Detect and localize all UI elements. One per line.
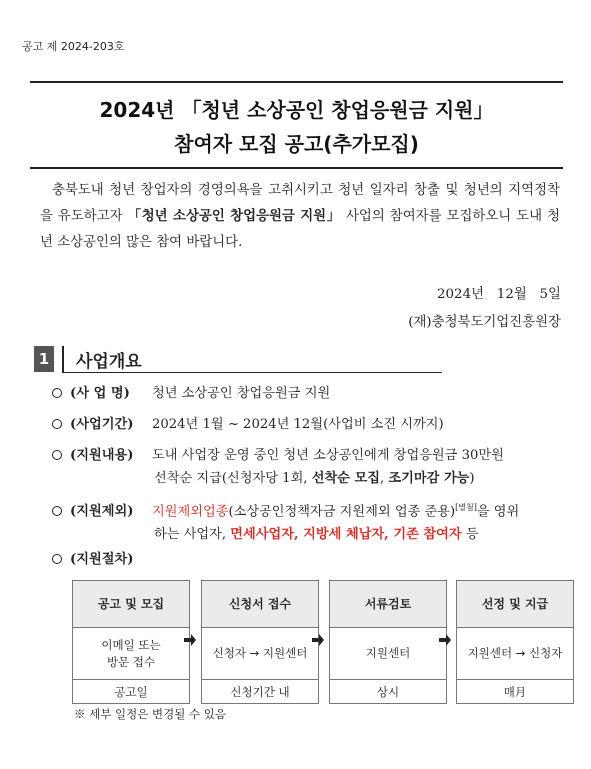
flow-step-header: 공고 및 모집: [73, 581, 189, 628]
title-bottom-rule: [30, 167, 563, 169]
item-value: 2024년 1월 ~ 2024년 12월(사업비 소진 시까지): [152, 417, 444, 432]
intro-text-end: 사업의 참여자를 모집하오니 도내 청년 소상공인의 많은 참여 바랍니다.: [40, 209, 560, 250]
item-value: ): [469, 471, 475, 486]
item-value: ,: [380, 471, 389, 486]
item-value: (소상공인정책자금 지원제외 업종 준용): [228, 504, 456, 520]
flow-step-header: 선정 및 지급: [457, 581, 573, 628]
list-item-exclusion: [52, 496, 572, 546]
issuer: (재)충청북도기업진흥원장: [408, 315, 561, 330]
schedule-note: ※ 세부 일정은 변경될 수 있음: [74, 707, 226, 721]
circle-bullet-icon: [52, 419, 62, 429]
page-title-line2: 참여자 모집 공고(추가모집): [174, 132, 419, 156]
circle-bullet-icon: [52, 554, 62, 564]
flow-step-timing: 공고일: [114, 685, 148, 699]
circle-bullet-icon: [52, 388, 62, 398]
flow-step-header: 신청서 접수: [202, 581, 318, 628]
flow-step-header: 서류검토: [330, 581, 446, 628]
excluded-industries-emphasis: 지원제외업종: [152, 504, 229, 520]
item-value: 도내 사업장 운영 중인 청년 소상공인에게 창업응원금 30만원: [152, 448, 504, 463]
notice-date: 2024년 12월 5일: [437, 287, 561, 302]
item-label: (사업기간): [70, 417, 134, 432]
flow-step-timing: 상시: [376, 685, 400, 699]
flow-step-body: [330, 628, 446, 680]
right-arrow-icon: [183, 633, 197, 647]
page-title-line1: 2024년 「청년 소상공인 창업응원금 지원」: [99, 98, 494, 122]
flow-step-text: 지원센터: [365, 646, 411, 660]
item-value: 등: [461, 527, 479, 543]
flow-step-announcement: [72, 580, 190, 704]
intro-paragraph: [40, 178, 560, 256]
item-value: 청년 소상공인 창업응원금 지원: [152, 386, 331, 401]
list-item-period: [52, 413, 572, 436]
item-label: (지원제외): [70, 504, 134, 520]
flow-step-body: [457, 628, 573, 680]
section-title: 사업개요: [76, 352, 142, 372]
item-label: (사 업 명): [70, 386, 130, 401]
flow-step-text: 이메일 또는: [101, 637, 161, 652]
circle-bullet-icon: [52, 450, 62, 460]
section-number-badge: 1: [34, 346, 54, 372]
attachment-reference: [별첨]: [455, 503, 477, 512]
item-value: 선착순 지급(신청자당 1회,: [154, 471, 312, 486]
item-label: (지원내용): [70, 448, 134, 463]
flow-step-timing: 신청기간 내: [230, 685, 290, 699]
flow-step-selection: [456, 580, 574, 704]
right-arrow-icon: [311, 633, 325, 647]
flow-step-text: 지원센터 → 신청자: [467, 646, 563, 660]
flow-step-text: 방문 접수: [106, 654, 156, 669]
intro-text: 충북도내 청년 창업자의 경영의욕을 고취시키고 청년 일자리 창출 및 청년의 지역정착을 유도하고자: [40, 183, 560, 224]
item-value: 하는 사업자,: [154, 527, 231, 543]
flow-step-review: [329, 580, 447, 704]
flow-step-text: 신청자 → 지원센터: [212, 646, 308, 660]
list-item-procedure: [52, 548, 572, 571]
flow-step-body: [73, 628, 189, 680]
notice-number: 공고 제 2024-203호: [22, 40, 125, 53]
list-item-content: [52, 444, 572, 490]
program-name: 「청년 소상공인 창업응원금 지원」: [127, 209, 341, 224]
first-come-emphasis: 선착순 모집: [311, 471, 380, 486]
list-item-name: [52, 382, 572, 405]
flow-step-body: [202, 628, 318, 680]
excluded-targets-emphasis: 면세사업자, 지방세 체납자, 기존 참여자: [230, 527, 462, 543]
item-label: (지원절차): [70, 552, 134, 567]
title-top-rule: [30, 81, 563, 83]
circle-bullet-icon: [52, 506, 62, 516]
flow-step-timing: 매月: [503, 685, 527, 699]
right-arrow-icon: [438, 633, 452, 647]
early-close-emphasis: 조기마감 가능: [388, 471, 470, 486]
flow-step-application: [201, 580, 319, 704]
item-value: 을 영위: [476, 504, 520, 520]
